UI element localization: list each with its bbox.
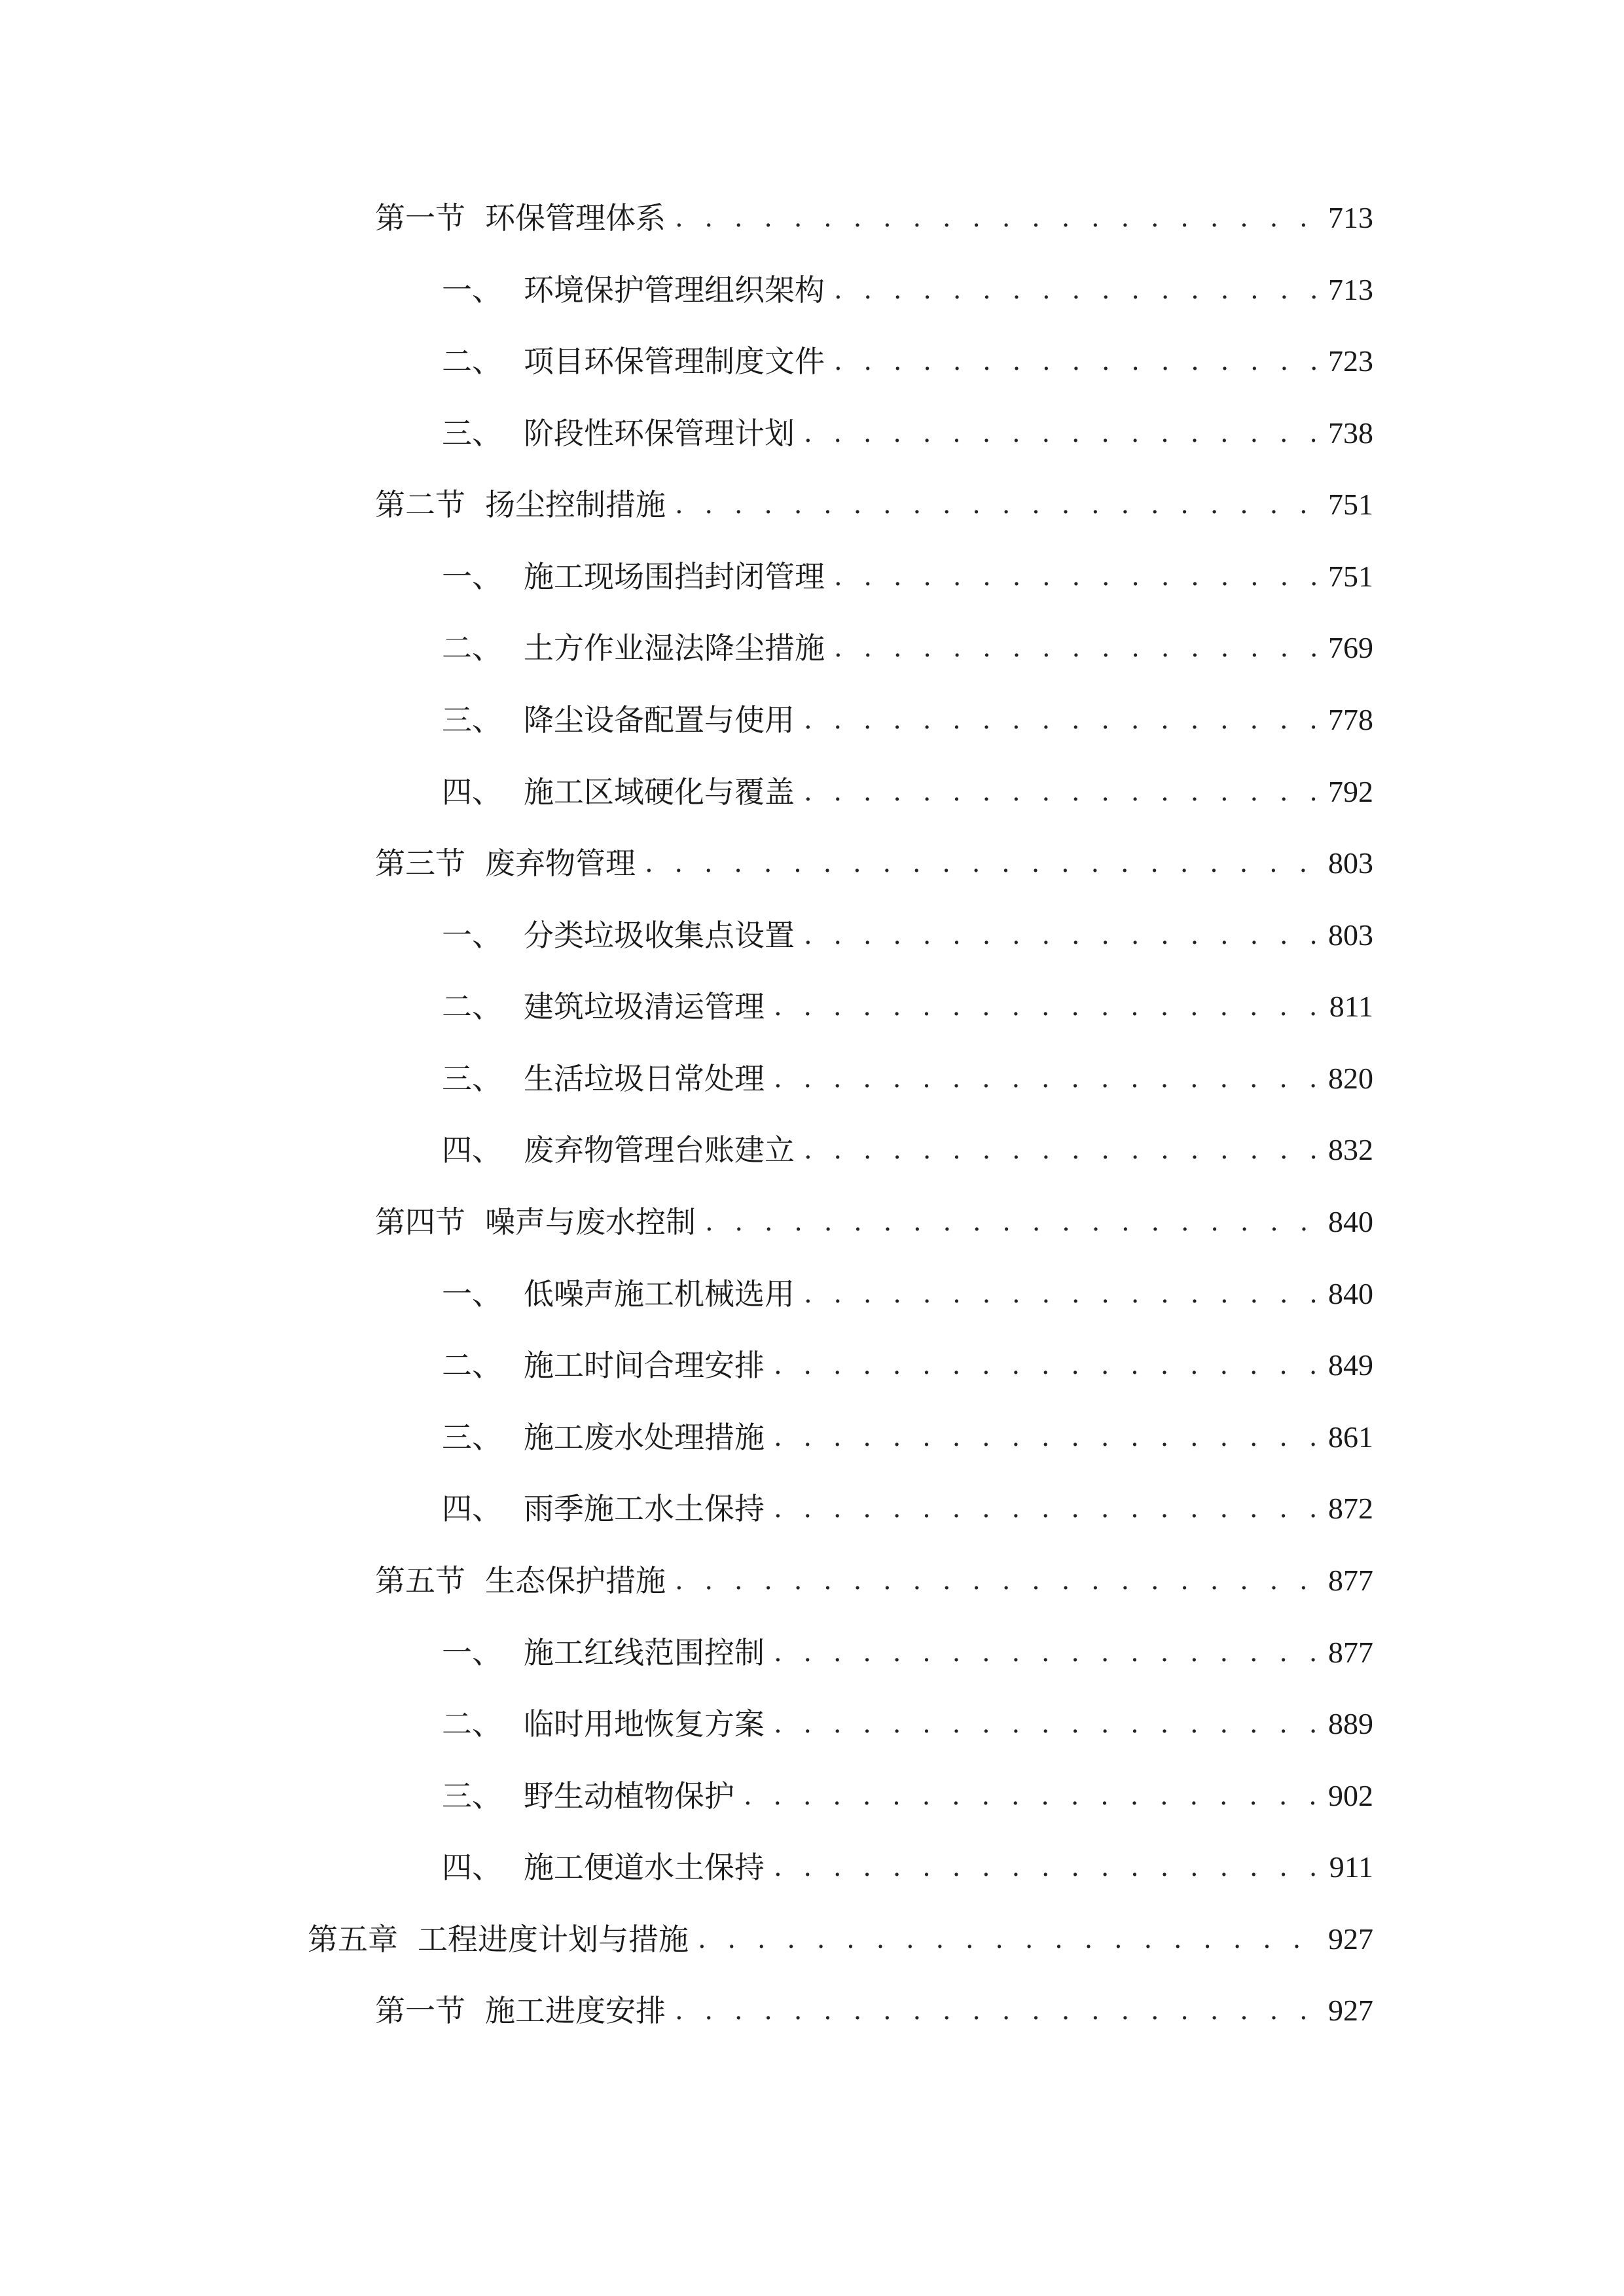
toc-entry-title: 生活垃圾日常处理 [524, 1061, 765, 1096]
toc-entry-prefix: 三、 [442, 1778, 502, 1814]
dot-leader [834, 550, 1319, 603]
dot-leader [645, 837, 1319, 889]
toc-entry-prefix: 第三节 [375, 846, 465, 881]
dot-leader [834, 264, 1319, 316]
toc-entry-title: 低噪声施工机械选用 [524, 1276, 795, 1312]
toc-entry-prefix: 一、 [442, 1635, 502, 1670]
toc-entry-page: 832 [1328, 1133, 1373, 1166]
dot-leader [804, 1124, 1319, 1176]
toc-entry-item[interactable] [442, 335, 1373, 387]
toc-entry-section[interactable] [375, 478, 1373, 531]
toc-entry-title: 施工废水处理措施 [524, 1420, 765, 1455]
toc-entry-title: 工程进度计划与措施 [418, 1922, 689, 1957]
toc-entry-prefix: 二、 [442, 630, 502, 666]
dot-leader [774, 1626, 1319, 1679]
toc-entry-prefix: 二、 [442, 1348, 502, 1383]
dot-leader [774, 1052, 1319, 1105]
dot-leader [774, 1411, 1319, 1463]
toc-entry-prefix: 三、 [442, 416, 502, 451]
toc-entry-item[interactable] [442, 1482, 1373, 1535]
toc-entry-item[interactable] [442, 622, 1373, 674]
toc-entry-prefix: 第二节 [375, 487, 465, 522]
toc-entry-prefix: 一、 [442, 272, 502, 308]
toc-entry-page: 840 [1328, 1277, 1373, 1310]
toc-entry-item[interactable] [442, 264, 1373, 316]
toc-entry-title: 建筑垃圾清运管理 [524, 989, 765, 1024]
toc-entry-prefix: 三、 [442, 702, 502, 738]
dot-leader [705, 1196, 1319, 1248]
dot-leader [774, 1698, 1319, 1750]
toc-entry-title: 施工时间合理安排 [524, 1348, 765, 1383]
toc-entry-prefix: 四、 [442, 774, 502, 810]
toc-entry-item[interactable] [442, 1339, 1373, 1391]
toc-entry-title: 废弃物管理 [485, 846, 636, 881]
toc-entry-page: 811 [1329, 990, 1373, 1023]
toc-entry-title: 土方作业湿法降尘措施 [524, 630, 825, 666]
dot-leader [834, 622, 1319, 674]
toc-entry-section[interactable] [375, 837, 1373, 889]
toc-entry-prefix: 四、 [442, 1850, 502, 1885]
toc-entry-prefix: 三、 [442, 1420, 502, 1455]
toc-entry-page: 751 [1328, 488, 1373, 521]
toc-entry-page: 820 [1328, 1062, 1373, 1095]
toc-entry-prefix: 四、 [442, 1132, 502, 1168]
dot-leader [804, 909, 1319, 961]
toc-entry-page: 877 [1328, 1564, 1373, 1597]
toc-entry-prefix: 第五章 [308, 1922, 398, 1957]
toc-entry-page: 927 [1328, 1994, 1373, 2027]
toc-entry-title: 阶段性环保管理计划 [524, 416, 795, 451]
toc-entry-title: 施工现场围挡封闭管理 [524, 559, 825, 594]
toc-entry-item[interactable] [442, 1841, 1373, 1893]
toc-entry-page: 713 [1328, 201, 1373, 234]
toc-entry-title: 雨季施工水土保持 [524, 1491, 765, 1526]
dot-leader [804, 694, 1319, 746]
toc-entry-prefix: 第一节 [375, 1993, 465, 2028]
toc-entry-page: 778 [1328, 703, 1373, 736]
dot-leader [774, 1339, 1319, 1391]
toc-entry-prefix: 一、 [442, 918, 502, 953]
toc-entry-prefix: 第一节 [375, 200, 465, 236]
toc-entry-prefix: 一、 [442, 1276, 502, 1312]
toc-entry-title: 生态保护措施 [485, 1563, 666, 1598]
toc-entry-page: 840 [1328, 1205, 1373, 1238]
dot-leader [774, 1482, 1319, 1535]
toc-entry-item[interactable] [442, 1770, 1373, 1822]
toc-entry-page: 803 [1328, 846, 1373, 880]
toc-entry-title: 分类垃圾收集点设置 [524, 918, 795, 953]
toc-entry-prefix: 二、 [442, 989, 502, 1024]
toc-entry-title: 废弃物管理台账建立 [524, 1132, 795, 1168]
toc-entry-title: 降尘设备配置与使用 [524, 702, 795, 738]
toc-entry-page: 861 [1328, 1420, 1373, 1454]
dot-leader [774, 980, 1320, 1033]
toc-entry-section[interactable] [375, 1554, 1373, 1607]
toc-entry-prefix: 二、 [442, 1706, 502, 1742]
toc-entry-prefix: 一、 [442, 559, 502, 594]
dot-leader [744, 1770, 1319, 1822]
dot-leader [804, 407, 1319, 459]
toc-entry-title: 野生动植物保护 [524, 1778, 734, 1814]
toc-entry-title: 项目环保管理制度文件 [524, 344, 825, 379]
toc-entry-item[interactable] [442, 1411, 1373, 1463]
toc-entry-item[interactable] [442, 909, 1373, 961]
toc-entry-page: 723 [1328, 344, 1373, 378]
toc-entry-section[interactable] [375, 192, 1373, 244]
toc-entry-page: 927 [1328, 1922, 1373, 1956]
toc-entry-item[interactable] [442, 980, 1373, 1033]
dot-leader [675, 478, 1319, 531]
toc-entry-item[interactable] [442, 694, 1373, 746]
dot-leader [675, 1554, 1319, 1607]
toc-entry-title: 施工红线范围控制 [524, 1635, 765, 1670]
toc-entry-title: 施工便道水土保持 [524, 1850, 765, 1885]
toc-entry-prefix: 第四节 [375, 1204, 465, 1240]
toc-entry-page: 911 [1329, 1850, 1373, 1884]
dot-leader [774, 1841, 1320, 1893]
toc-entry-prefix: 二、 [442, 344, 502, 379]
toc-entry-page: 872 [1328, 1492, 1373, 1525]
toc-entry-page: 849 [1328, 1348, 1373, 1382]
toc-entry-title: 扬尘控制措施 [485, 487, 666, 522]
toc-entry-page: 889 [1328, 1707, 1373, 1740]
dot-leader [804, 766, 1319, 818]
dot-leader [675, 1984, 1319, 2037]
toc-entry-item[interactable] [442, 1052, 1373, 1105]
toc-entry-title: 环保管理体系 [485, 200, 666, 236]
toc-entry-page: 769 [1328, 631, 1373, 664]
toc-entry-title: 施工进度安排 [485, 1993, 666, 2028]
dot-leader [804, 1268, 1319, 1320]
toc-entry-title: 临时用地恢复方案 [524, 1706, 765, 1742]
toc-entry-item[interactable] [442, 1124, 1373, 1176]
dot-leader [675, 192, 1319, 244]
toc-entry-page: 751 [1328, 560, 1373, 593]
toc-entry-item[interactable] [442, 1698, 1373, 1750]
toc-entry-prefix: 四、 [442, 1491, 502, 1526]
toc-entry-title: 施工区域硬化与覆盖 [524, 774, 795, 810]
toc-entry-page: 902 [1328, 1779, 1373, 1812]
dot-leader [698, 1913, 1319, 1965]
toc-entry-item[interactable] [442, 407, 1373, 459]
toc-entry-title: 环境保护管理组织架构 [524, 272, 825, 308]
toc-entry-page: 738 [1328, 416, 1373, 450]
toc-entry-item[interactable] [442, 1268, 1373, 1320]
toc-entry-item[interactable] [442, 1626, 1373, 1679]
toc-entry-section[interactable] [375, 1196, 1373, 1248]
toc-entry-prefix: 第五节 [375, 1563, 465, 1598]
toc-entry-title: 噪声与废水控制 [485, 1204, 696, 1240]
toc-entry-item[interactable] [442, 550, 1373, 603]
toc-entry-chapter[interactable] [308, 1913, 1373, 1965]
toc-entry-page: 713 [1328, 273, 1373, 306]
dot-leader [834, 335, 1319, 387]
toc-entry-page: 803 [1328, 918, 1373, 952]
toc-entry-section[interactable] [375, 1984, 1373, 2037]
toc-entry-page: 792 [1328, 775, 1373, 808]
toc-entry-page: 877 [1328, 1636, 1373, 1669]
toc-entry-prefix: 三、 [442, 1061, 502, 1096]
toc-entry-item[interactable] [442, 766, 1373, 818]
